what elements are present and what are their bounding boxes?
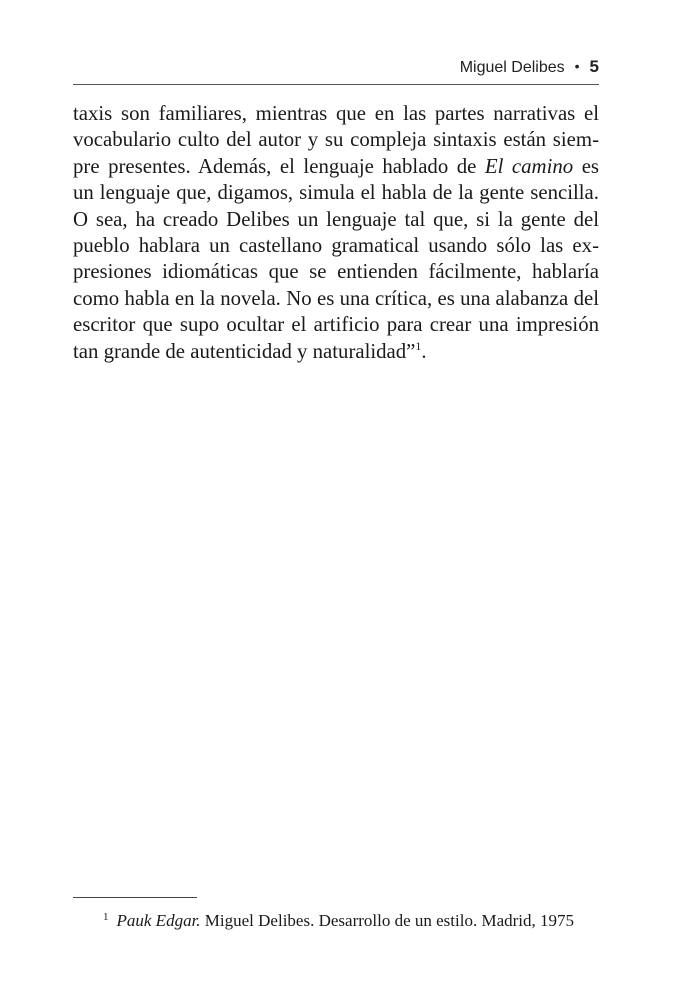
body-line-3-text: pre presentes. Además, el lenguaje hablado de [73, 154, 477, 178]
body-line-8: como habla en la novela. No es una crítica, es una alabanza del [73, 286, 599, 310]
footnote-citation: Miguel Delibes. Desarrollo de un estilo. Madrid, 1975 [204, 911, 575, 930]
body-line-10 [73, 339, 599, 365]
body-line-10-text: tan grande de autenticidad y naturalidad” [73, 339, 416, 363]
footnote-reference-marker: 1 [415, 338, 422, 353]
footnote-author: Pauk Edgar. [116, 911, 201, 930]
page-number: 5 [589, 57, 599, 76]
body-line-1: taxis son familiares, mientras que en las partes narrativas el [73, 102, 599, 125]
header-bullet-separator: • [574, 58, 580, 74]
running-header [73, 54, 599, 85]
book-title-el-camino: El camino [484, 154, 574, 178]
body-paragraph [73, 101, 599, 365]
body-line-5: O sea, ha creado Delibes un lenguaje tal que, si la gente del [73, 207, 599, 231]
body-line-6: pueblo hablara un castellano gramatical usando sólo las ex- [73, 234, 599, 258]
body-line-3-end: es [581, 154, 600, 178]
body-line-2: vocabulario culto del autor y su compleja sintaxis están siem- [73, 128, 599, 152]
running-title: Miguel Delibes [459, 59, 565, 76]
body-line-3 [73, 154, 599, 180]
body-line-10-period: . [421, 339, 427, 363]
footnote [103, 910, 574, 932]
body-line-9: escritor que supo ocultar el artificio para crear una impresión [73, 313, 599, 337]
body-line-4: un lenguaje que, digamos, simula el habla de la gente sencilla. [73, 181, 599, 205]
footnote-marker: 1 [103, 911, 109, 923]
body-line-7: presiones idiomáticas que se entienden fácilmente, hablaría [73, 260, 599, 284]
footnote-divider [73, 897, 197, 898]
